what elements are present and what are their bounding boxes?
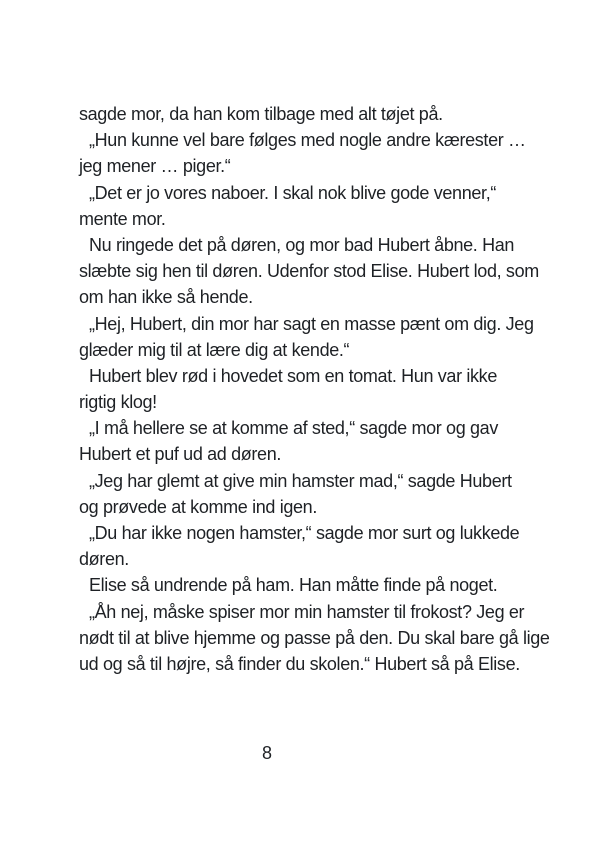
page-number: 8	[261, 743, 272, 763]
text-line: sagde mor, da han kom tilbage med alt tøjet på.	[79, 104, 443, 124]
text-line: „Hej, Hubert, din mor har sagt en masse pænt om dig. Jeg	[89, 313, 534, 334]
text-line: „I må hellere se at komme af sted,“ sagde mor og gav	[89, 418, 498, 439]
text-line: døren.	[79, 549, 129, 570]
text-line: jeg mener … piger.“	[79, 156, 231, 177]
text-line: mente mor.	[79, 208, 166, 229]
text-line: ud og så til højre, så finder du skolen.“ Hubert så på Elise.	[79, 653, 520, 674]
text-line: „Det er jo vores naboer. I skal nok blive gode venner,“	[89, 182, 496, 203]
text-line: rigtig klog!	[79, 392, 157, 413]
text-line: og prøvede at komme ind igen.	[79, 496, 317, 517]
text-line: Elise så undrende på ham. Han måtte finde på noget.	[89, 575, 498, 596]
text-line: Hubert blev rød i hovedet som en tomat. Hun var ikke	[89, 365, 497, 386]
text-line: „Du har ikke nogen hamster,“ sagde mor surt og lukkede	[89, 523, 520, 543]
text-line: „Jeg har glemt at give min hamster mad,“ sagde Hubert	[89, 470, 512, 491]
text-line: nødt til at blive hjemme og passe på den. Du skal bare gå lige	[79, 627, 550, 648]
text-line: glæder mig til at lære dig at kende.“	[79, 339, 350, 360]
story-text	[79, 101, 600, 677]
text-line: Hubert et puf ud ad døren.	[79, 444, 282, 465]
text-line: „Hun kunne vel bare følges med nogle andre kærester …	[89, 130, 526, 151]
text-line: slæbte sig hen til døren. Udenfor stod Elise. Hubert lod, som	[79, 261, 539, 282]
text-line: om han ikke så hende.	[79, 287, 253, 308]
text-line: Nu ringede det på døren, og mor bad Hubert åbne. Han	[89, 234, 515, 255]
text-line: „Åh nej, måske spiser mor min hamster til frokost? Jeg er	[89, 601, 525, 622]
